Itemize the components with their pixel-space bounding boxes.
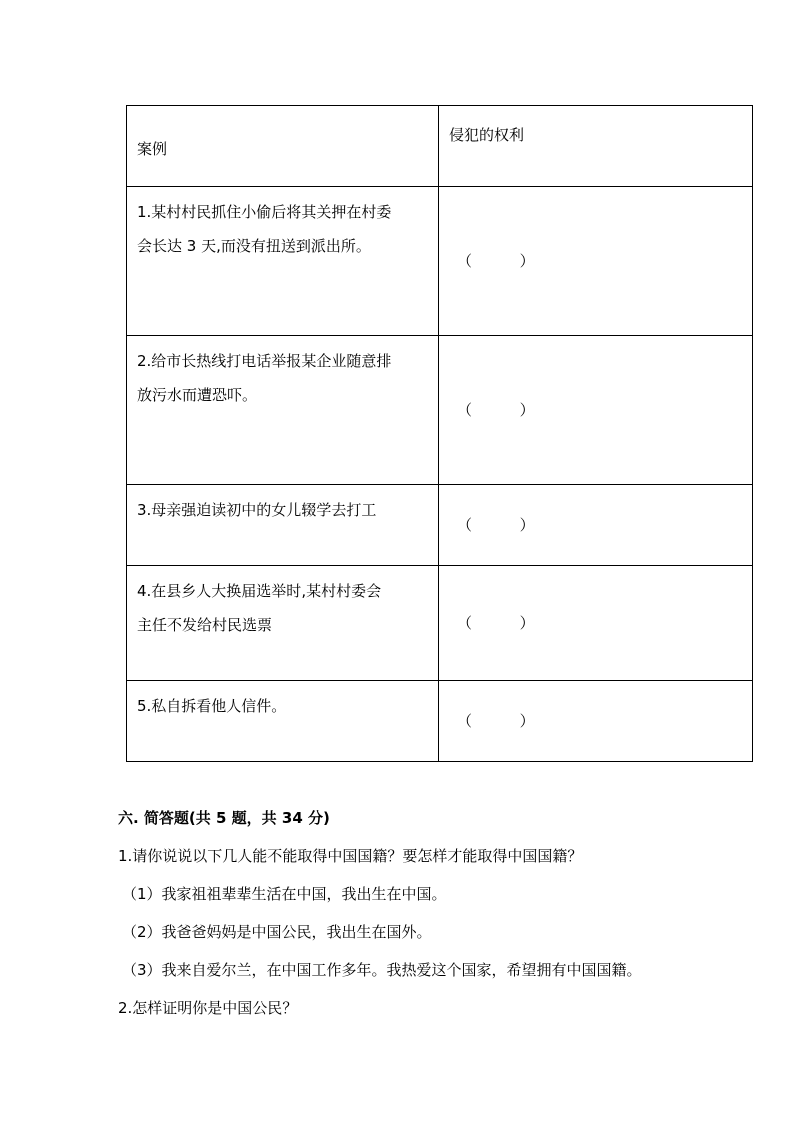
header-case-label: 案例 (137, 140, 168, 158)
answer-blank: （ ） (457, 252, 535, 270)
table-row (127, 187, 753, 336)
case-line: 3.母亲强迫读初中的女儿辍学去打工 (137, 501, 377, 519)
case-line: 5.私自拆看他人信件。 (137, 697, 287, 715)
case-text (127, 566, 438, 642)
case-line: 1.某村村民抓住小偷后将其关押在村委 (137, 203, 392, 221)
case-line: 会长达 3 天,而没有扭送到派出所。 (137, 237, 371, 255)
answer-cell[interactable] (439, 336, 753, 485)
table-row (127, 336, 753, 485)
case-cell (127, 566, 439, 681)
case-line: 主任不发给村民选票 (137, 616, 273, 634)
question-1-item: （1）我家祖祖辈辈生活在中国，我出生在中国。 (122, 885, 447, 903)
question-1-item: （3）我来自爱尔兰，在中国工作多年。我热爱这个国家，希望拥有中国国籍。 (122, 961, 642, 979)
question-1-item: （2）我爸爸妈妈是中国公民，我出生在国外。 (122, 923, 432, 941)
answer-cell[interactable] (439, 566, 753, 681)
header-right-label: 侵犯的权利 (449, 126, 525, 144)
table-row (127, 485, 753, 566)
case-text (127, 681, 438, 723)
table-row (127, 566, 753, 681)
case-text (127, 485, 438, 527)
question-2: 2.怎样证明你是中国公民？ (118, 999, 298, 1017)
case-cell (127, 681, 439, 762)
question-1: 1.请你说说以下几人能不能取得中国国籍？要怎样才能取得中国国籍？ (118, 847, 583, 865)
answer-cell[interactable] (439, 485, 753, 566)
answer-cell[interactable] (439, 187, 753, 336)
case-cell (127, 187, 439, 336)
case-line: 放污水而遭恐吓。 (137, 386, 258, 404)
answer-blank: （ ） (457, 614, 535, 632)
rights-case-table (126, 105, 753, 762)
case-line: 2.给市长热线打电话举报某企业随意排 (137, 352, 392, 370)
table-row (127, 681, 753, 762)
case-line: 4.在县乡人大换届选举时,某村村委会 (137, 582, 382, 600)
case-text (127, 336, 438, 412)
case-cell (127, 336, 439, 485)
case-cell (127, 485, 439, 566)
table-header-row (127, 106, 753, 187)
answer-blank: （ ） (457, 516, 535, 534)
section-heading: 六. 简答题(共 5 题，共 34 分) (118, 809, 330, 827)
answer-cell[interactable] (439, 681, 753, 762)
case-text (127, 187, 438, 263)
answer-blank: （ ） (457, 712, 535, 730)
header-case-cell (127, 106, 439, 187)
header-right-cell (439, 106, 753, 187)
answer-blank: （ ） (457, 401, 535, 419)
short-answer-section (118, 806, 754, 1034)
